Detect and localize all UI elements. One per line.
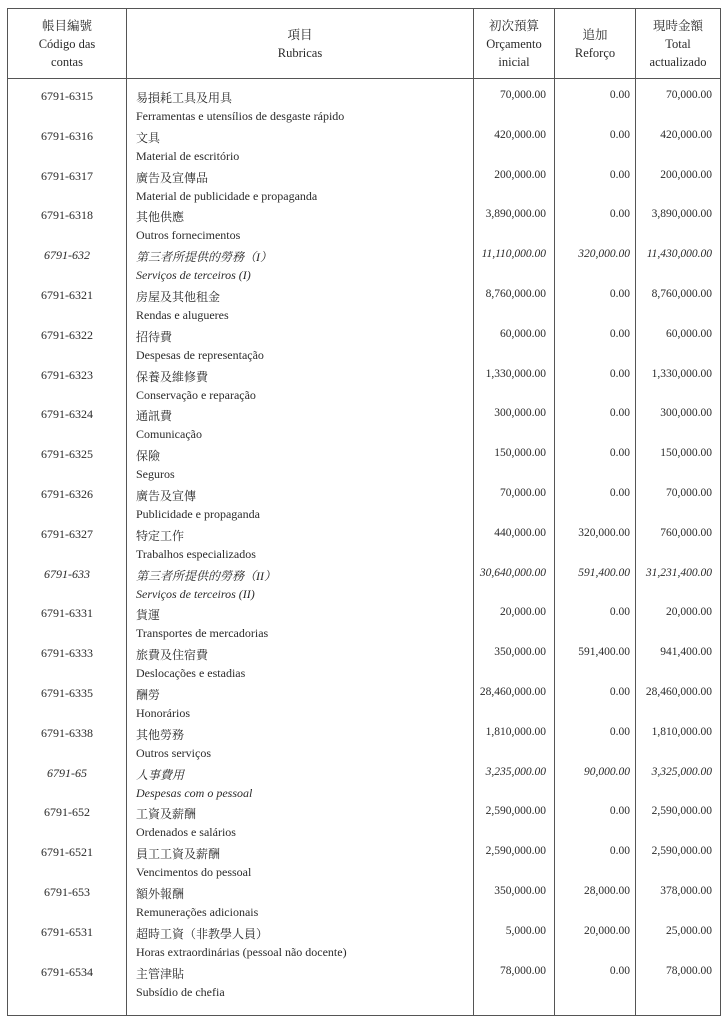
orcamento-inicial-value: 70,000.00 (500, 486, 546, 499)
header-reforco (555, 9, 635, 78)
account-code: 6791-6321 (41, 287, 93, 302)
account-code: 6791-6316 (41, 128, 93, 143)
rubric-portuguese: Deslocações e estadias (136, 666, 246, 681)
orcamento-inicial-value: 3,890,000.00 (485, 208, 546, 221)
account-code: 6791-653 (44, 884, 90, 899)
total-actualizado-value: 70,000.00 (666, 89, 712, 101)
orcamento-inicial-value: 60,000.00 (500, 327, 546, 340)
header-text: inicial (498, 54, 530, 69)
orcamento-inicial-value: 420,000.00 (494, 128, 546, 141)
reforco-value: 0.00 (609, 128, 630, 141)
total-actualizado-value: 78,000.00 (666, 964, 712, 977)
total-actualizado-value: 760,000.00 (660, 526, 712, 539)
reforco-value: 0.00 (609, 89, 630, 101)
orcamento-inicial-value: 11,110,000.00 (481, 248, 546, 261)
rubric-portuguese: Despesas de representação (136, 347, 264, 362)
table-row (8, 923, 720, 963)
rubric-portuguese: Ordenados e salários (136, 825, 236, 840)
rubric-portuguese: Despesas com o pessoal (136, 785, 253, 800)
rubric-chinese: 工資及薪酬 (136, 807, 197, 822)
account-code: 6791-6331 (41, 606, 93, 621)
total-actualizado-value: 2,590,000.00 (651, 845, 712, 858)
orcamento-inicial-value: 1,810,000.00 (485, 725, 546, 738)
table-header (8, 9, 720, 79)
header-text: Total (665, 36, 691, 51)
rubric-portuguese: Conservação e reparação (136, 387, 256, 402)
reforco-value: 320,000.00 (578, 248, 630, 261)
rubric-chinese: 其他勞務 (136, 727, 185, 742)
total-actualizado-value: 1,810,000.00 (651, 725, 712, 738)
account-code: 6791-6317 (41, 168, 93, 183)
total-actualizado-value: 3,890,000.00 (651, 208, 712, 221)
rubric-chinese: 酬勞 (136, 687, 161, 702)
header-text: Reforço (574, 45, 616, 60)
rubric-chinese: 主管津貼 (136, 966, 185, 981)
orcamento-inicial-value: 2,590,000.00 (485, 805, 546, 818)
table-row (8, 644, 720, 684)
rubric-chinese: 通訊費 (136, 409, 173, 424)
total-actualizado-value: 8,760,000.00 (651, 287, 712, 300)
account-code: 6791-6534 (41, 964, 93, 979)
rubric-portuguese: Remunerações adicionais (136, 904, 259, 919)
rubric-portuguese: Horas extraordinárias (pessoal não docente) (136, 944, 347, 959)
table-row (8, 206, 720, 246)
table-row (8, 445, 720, 485)
rubric-portuguese: Ferramentas e utensílios de desgaste rápido (136, 109, 345, 123)
orcamento-inicial-value: 5,000.00 (505, 924, 546, 937)
rubric-portuguese: Subsídio de chefia (136, 984, 225, 999)
table-row (8, 405, 720, 445)
rubric-chinese: 旅費及住宿費 (136, 648, 209, 663)
header-text: 項目 (287, 27, 313, 42)
rubric-portuguese: Outros fornecimentos (136, 228, 241, 243)
header-text: Código das (38, 36, 96, 51)
orcamento-inicial-value: 200,000.00 (494, 168, 546, 181)
account-code: 6791-652 (44, 805, 90, 820)
reforco-value: 320,000.00 (578, 526, 630, 539)
account-code: 6791-6315 (41, 89, 93, 103)
header-rubricas (127, 9, 473, 78)
table-row (8, 724, 720, 764)
total-actualizado-value: 378,000.00 (660, 884, 712, 897)
header-text: 追加 (582, 27, 608, 42)
rubric-chinese: 超時工資（非教學人員） (136, 926, 269, 941)
account-code: 6791-6335 (41, 685, 93, 700)
header-text: 初次預算 (488, 18, 539, 33)
reforco-value: 20,000.00 (584, 924, 630, 937)
account-code: 6791-6325 (41, 447, 93, 462)
rubric-chinese: 廣告及宣傳品 (136, 170, 209, 185)
account-code: 6791-6318 (41, 208, 93, 223)
rubric-portuguese: Serviços de terceiros (I) (136, 268, 251, 283)
orcamento-inicial-value: 300,000.00 (494, 407, 546, 420)
total-actualizado-value: 420,000.00 (660, 128, 712, 141)
account-code: 6791-632 (44, 248, 90, 263)
rubric-chinese: 保險 (136, 449, 161, 464)
total-actualizado-value: 300,000.00 (660, 407, 712, 420)
reforco-value: 0.00 (609, 486, 630, 499)
total-actualizado-value: 28,460,000.00 (645, 685, 712, 698)
table-row (8, 246, 720, 286)
rubric-portuguese: Material de escritório (136, 148, 240, 163)
reforco-value: 591,400.00 (578, 646, 630, 659)
account-code: 6791-6322 (41, 327, 93, 342)
table-row (8, 286, 720, 326)
reforco-value: 28,000.00 (584, 884, 630, 897)
table-row (8, 525, 720, 565)
orcamento-inicial-value: 30,640,000.00 (479, 566, 546, 579)
total-actualizado-value: 941,400.00 (660, 646, 712, 659)
table-row (8, 803, 720, 843)
header-orcamento-inicial (474, 9, 554, 78)
rubric-portuguese: Transportes de mercadorias (136, 626, 269, 641)
orcamento-inicial-value: 78,000.00 (500, 964, 546, 977)
reforco-value: 0.00 (609, 367, 630, 380)
table-row (8, 883, 720, 923)
total-actualizado-value: 1,330,000.00 (651, 367, 712, 380)
reforco-value: 0.00 (609, 327, 630, 340)
rubric-portuguese: Comunicação (136, 427, 202, 442)
table-row (8, 366, 720, 406)
rubric-portuguese: Trabalhos especializados (136, 546, 256, 561)
total-actualizado-value: 25,000.00 (666, 924, 712, 937)
table-row (8, 684, 720, 724)
header-total-actualizado (636, 9, 720, 78)
reforco-value: 0.00 (609, 168, 630, 181)
rubric-chinese: 員工工資及薪酬 (136, 847, 221, 862)
account-code: 6791-6323 (41, 367, 93, 382)
rubric-chinese: 特定工作 (136, 528, 185, 543)
table-row (8, 963, 720, 1003)
total-actualizado-value: 20,000.00 (666, 606, 712, 619)
header-text: 現時金額 (652, 18, 703, 33)
orcamento-inicial-value: 150,000.00 (494, 447, 546, 460)
rubric-chinese: 貨運 (136, 608, 161, 623)
total-actualizado-value: 70,000.00 (666, 486, 712, 499)
rubric-chinese: 其他供應 (136, 210, 185, 225)
rubric-chinese: 保養及維修費 (136, 369, 209, 384)
orcamento-inicial-value: 28,460,000.00 (479, 685, 546, 698)
header-account-code (8, 9, 126, 78)
total-actualizado-value: 31,231,400.00 (645, 566, 712, 579)
table-row (8, 485, 720, 525)
rubric-portuguese: Honorários (136, 705, 190, 720)
orcamento-inicial-value: 350,000.00 (494, 646, 546, 659)
total-actualizado-value: 2,590,000.00 (651, 805, 712, 818)
orcamento-inicial-value: 1,330,000.00 (485, 367, 546, 380)
orcamento-inicial-value: 70,000.00 (500, 89, 546, 101)
table-row (8, 604, 720, 644)
rubric-portuguese: Outros serviços (136, 745, 211, 760)
rubric-chinese: 第三者所提供的勞務（I） (136, 250, 272, 265)
account-code: 6791-6327 (41, 526, 93, 541)
rubric-portuguese: Rendas e alugueres (136, 307, 229, 322)
reforco-value: 0.00 (609, 606, 630, 619)
rubric-chinese: 人事費用 (136, 767, 185, 782)
total-actualizado-value: 150,000.00 (660, 447, 712, 460)
rubric-portuguese: Publicidade e propaganda (136, 506, 260, 521)
reforco-value: 591,400.00 (578, 566, 630, 579)
account-code: 6791-6338 (41, 725, 93, 740)
rubric-chinese: 文具 (136, 130, 161, 145)
account-code: 6791-633 (44, 566, 90, 581)
rubric-portuguese: Serviços de terceiros (II) (136, 586, 255, 601)
rubric-portuguese: Vencimentos do pessoal (136, 865, 252, 880)
table-row (8, 127, 720, 167)
account-code: 6791-6324 (41, 407, 93, 422)
header-text: actualizado (649, 54, 707, 69)
reforco-value: 0.00 (609, 287, 630, 300)
reforco-value: 0.00 (609, 447, 630, 460)
total-actualizado-value: 60,000.00 (666, 327, 712, 340)
table-row (8, 87, 720, 127)
header-text: Orçamento (486, 36, 542, 51)
account-code: 6791-6531 (41, 924, 93, 939)
table-row (8, 167, 720, 207)
table-row (8, 326, 720, 366)
budget-table (7, 8, 721, 1016)
reforco-value: 0.00 (609, 685, 630, 698)
header-text: 帳目編號 (41, 18, 92, 33)
reforco-value: 0.00 (609, 964, 630, 977)
rubric-chinese: 廣告及宣傳 (136, 488, 197, 503)
rubric-portuguese: Material de publicidade e propaganda (136, 188, 318, 203)
header-text: contas (51, 54, 83, 69)
account-code: 6791-6521 (41, 845, 93, 860)
reforco-value: 90,000.00 (584, 765, 630, 778)
rubric-chinese: 額外報酬 (136, 886, 185, 901)
total-actualizado-value: 200,000.00 (660, 168, 712, 181)
rubric-chinese: 招待費 (136, 329, 173, 344)
reforco-value: 0.00 (609, 407, 630, 420)
table-row (8, 565, 720, 605)
total-actualizado-value: 3,325,000.00 (651, 765, 712, 778)
total-actualizado-value: 11,430,000.00 (646, 248, 712, 261)
reforco-value: 0.00 (609, 208, 630, 221)
orcamento-inicial-value: 8,760,000.00 (485, 287, 546, 300)
reforco-value: 0.00 (609, 845, 630, 858)
orcamento-inicial-value: 2,590,000.00 (485, 845, 546, 858)
account-code: 6791-65 (47, 765, 87, 780)
reforco-value: 0.00 (609, 725, 630, 738)
orcamento-inicial-value: 350,000.00 (494, 884, 546, 897)
header-text: Rubricas (277, 45, 323, 60)
orcamento-inicial-value: 3,235,000.00 (485, 765, 546, 778)
orcamento-inicial-value: 20,000.00 (500, 606, 546, 619)
account-code: 6791-6333 (41, 646, 93, 661)
table-row (8, 764, 720, 804)
reforco-value: 0.00 (609, 805, 630, 818)
rubric-portuguese: Seguros (136, 467, 175, 482)
table-row (8, 843, 720, 883)
rubric-chinese: 第三者所提供的勞務（II） (136, 568, 276, 583)
rubric-chinese: 房屋及其他租金 (136, 289, 221, 304)
account-code: 6791-6326 (41, 486, 93, 501)
rubric-chinese: 易損耗工具及用具 (136, 91, 233, 105)
orcamento-inicial-value: 440,000.00 (494, 526, 546, 539)
table-body (8, 87, 720, 1002)
